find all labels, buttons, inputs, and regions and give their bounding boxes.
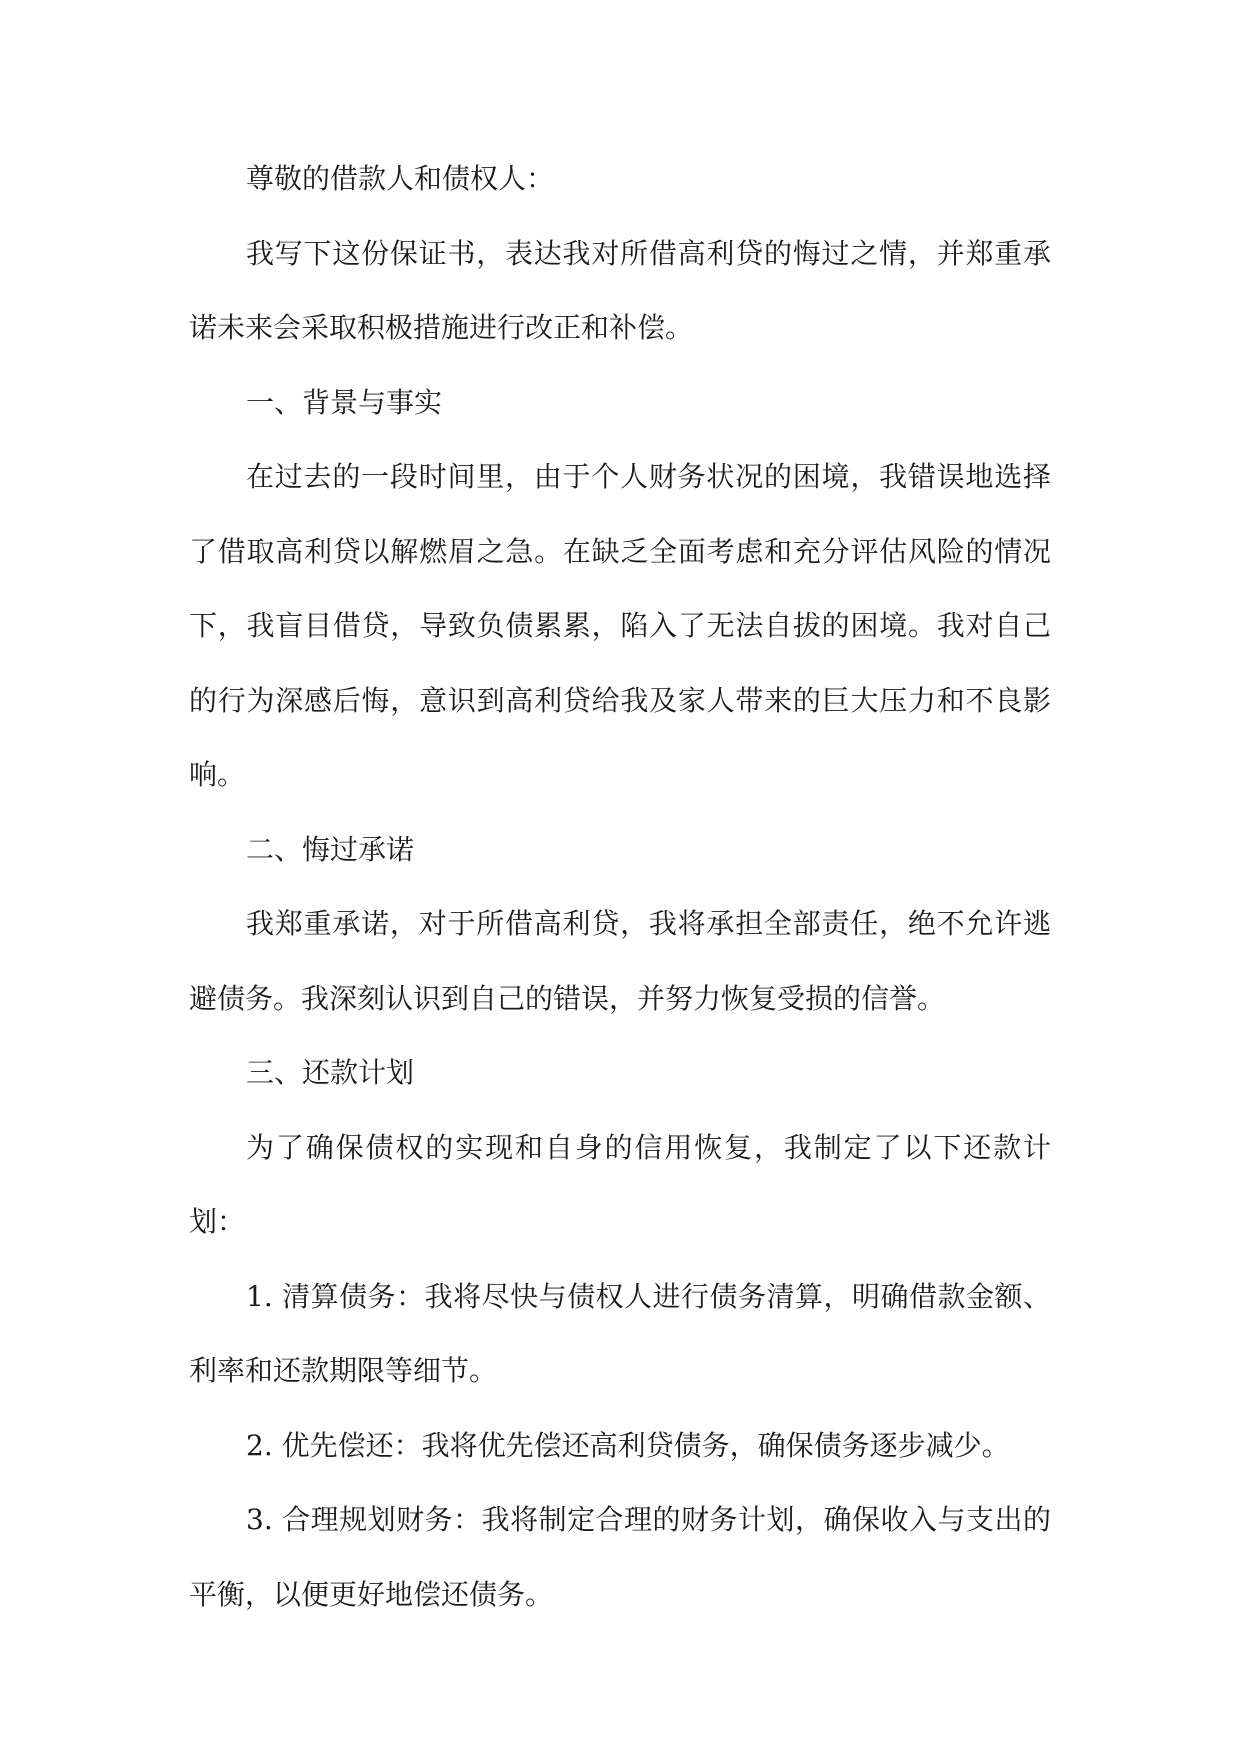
document-body [189, 142, 1051, 1632]
background-paragraph: 在过去的一段时间里，由于个人财务状况的困境，我错误地选择了借取高利贷以解燃眉之急。在缺乏全面考虑和充分评估风险的情况下，我盲目借贷，导致负债累累，陷入了无法自拔的困境。我对自己的行为深感后悔，意识到高利贷给我及家人带来的巨大压力和不良影响。 [189, 460, 1051, 791]
intro-paragraph: 我写下这份保证书，表达我对所借高利贷的悔过之情，并郑重承诺未来会采取积极措施进行改正和补偿。 [189, 236, 1051, 344]
section-heading-background: 一、背景与事实 [246, 385, 443, 419]
section-heading-promise: 二、悔过承诺 [246, 832, 415, 866]
section-heading-repayment: 三、还款计划 [246, 1056, 415, 1089]
promise-paragraph: 我郑重承诺，对于所借高利贷，我将承担全部责任，绝不允许逃避债务。我深刻认识到自己的错误，并努力恢复受损的信誉。 [189, 907, 1051, 1015]
list-item: 3. 合理规划财务：我将制定合理的财务计划，确保收入与支出的平衡，以便更好地偿还债务。 [189, 1503, 1051, 1611]
salutation: 尊敬的借款人和债权人： [246, 162, 555, 195]
list-item: 2. 优先偿还：我将优先偿还高利贷债务，确保债务逐步减少。 [246, 1428, 1010, 1462]
repayment-intro-paragraph: 为了确保债权的实现和自身的信用恢复，我制定了以下还款计划： [189, 1130, 1051, 1238]
list-item: 1. 清算债务：我将尽快与债权人进行债务清算，明确借款金额、利率和还款期限等细节。 [189, 1279, 1051, 1387]
